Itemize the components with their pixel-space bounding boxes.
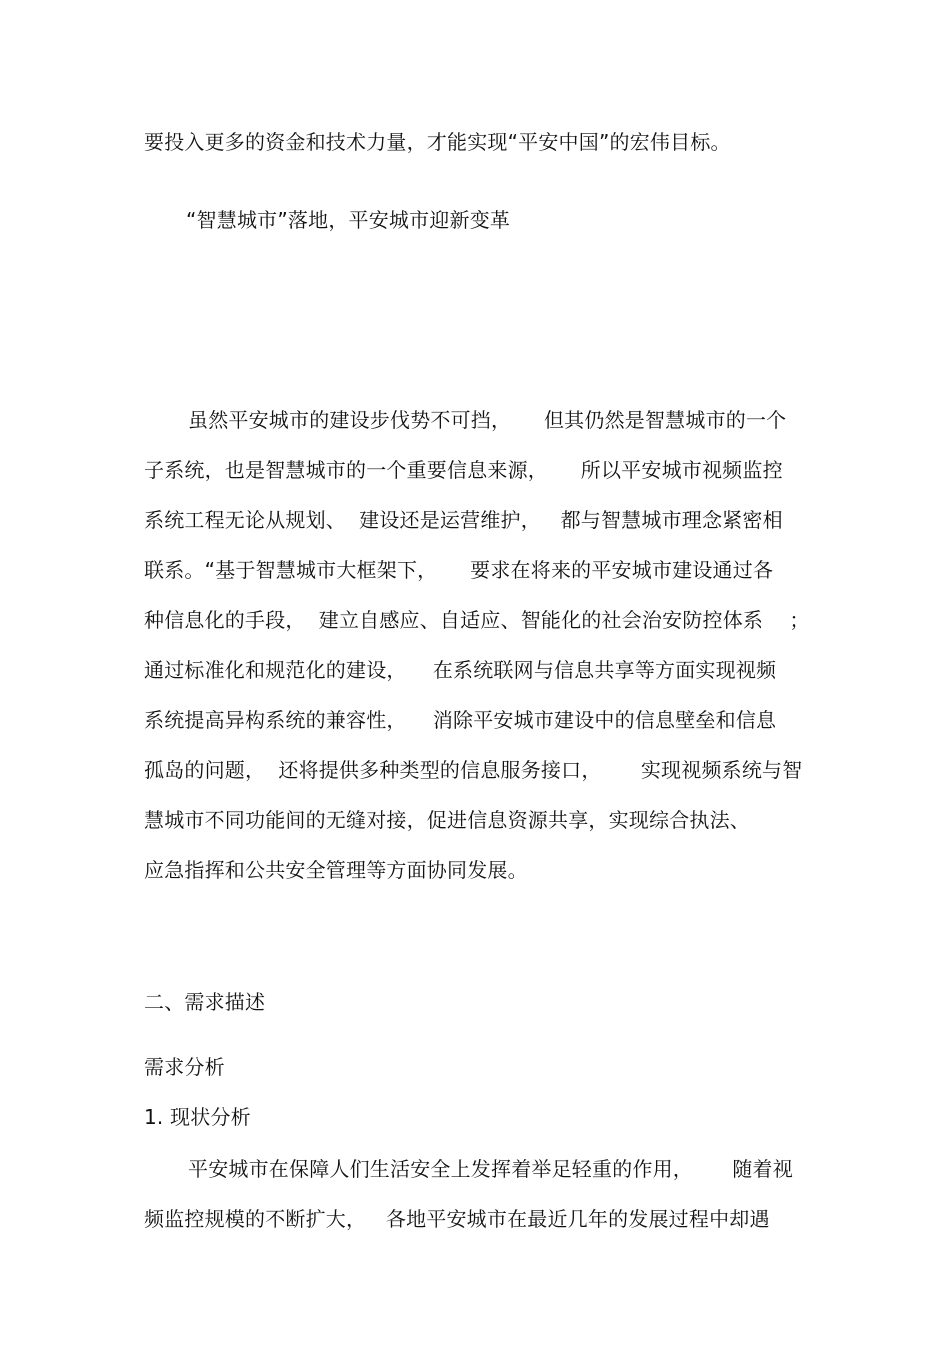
paragraph-line: 子系统，也是智慧城市的一个重要信息来源， 所以平安城市视频监控 <box>144 458 783 482</box>
section-subtitle: 需求分析 <box>144 1055 225 1079</box>
paragraph-line: 应急指挥和公共安全管理等方面协同发展。 <box>144 858 528 882</box>
subheading: “智慧城市”落地，平安城市迎新变革 <box>186 208 511 232</box>
paragraph-line: 种信息化的手段， 建立自感应、自适应、智能化的社会治安防控体系 ； <box>144 608 810 632</box>
paragraph-line: 慧城市不同功能间的无缝对接，促进信息资源共享，实现综合执法、 <box>144 808 750 832</box>
paragraph-line: 平安城市在保障人们生活安全上发挥着举足轻重的作用， 随着视 <box>188 1157 793 1181</box>
section-title: 二、需求描述 <box>144 990 266 1014</box>
paragraph-line: 联系。“基于智慧城市大框架下， 要求在将来的平安城市建设通过各 <box>144 558 774 582</box>
paragraph-line: 孤岛的问题， 还将提供多种类型的信息服务接口， 实现视频系统与智 <box>144 758 803 782</box>
intro-line: 要投入更多的资金和技术力量，才能实现“平安中国”的宏伟目标。 <box>144 130 731 154</box>
paragraph-line: 频监控规模的不断扩大， 各地平安城市在最近几年的发展过程中却遇 <box>144 1207 770 1231</box>
item-title: 1. 现状分析 <box>144 1105 251 1129</box>
paragraph-line: 通过标准化和规范化的建设， 在系统联网与信息共享等方面实现视频 <box>144 658 777 682</box>
paragraph-line: 系统提高异构系统的兼容性， 消除平安城市建设中的信息壁垒和信息 <box>144 708 777 732</box>
paragraph-line: 虽然平安城市的建设步伐势不可挡， 但其仍然是智慧城市的一个 <box>188 408 787 432</box>
paragraph-line: 系统工程无论从规划、 建设还是运营维护， 都与智慧城市理念紧密相 <box>144 508 783 532</box>
